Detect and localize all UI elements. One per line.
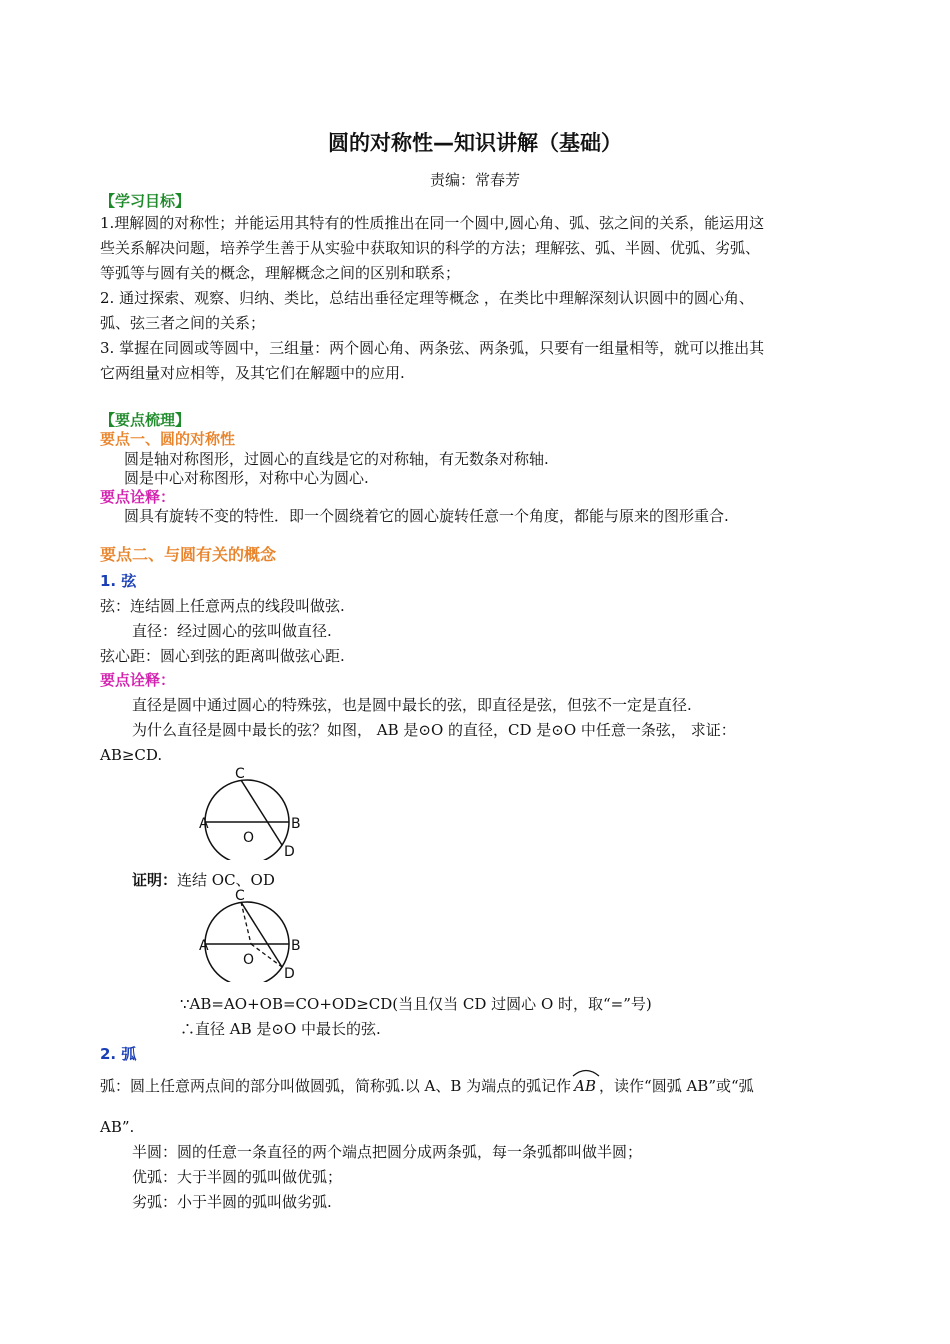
arc-def-cont: AB”. (100, 1118, 135, 1136)
chord-note: AB≥CD. (100, 746, 163, 764)
point1-line: 圆是轴对称图形，过圆心的直线是它的对称轴，有无数条对称轴. (124, 450, 549, 468)
arc-mark-icon (571, 1067, 601, 1077)
radius-oc (241, 902, 251, 944)
point1-note: 圆具有旋转不变的特性．即一个圆绕着它的圆心旋转任意一个角度，都能与原来的图形重合. (124, 507, 729, 525)
author-line: 责编：常春芳 (429, 171, 520, 189)
point1-note-heading: 要点诠释： (100, 488, 176, 506)
summary-heading: 【要点梳理】 (100, 411, 191, 429)
page-title: 圆的对称性—知识讲解（基础） (328, 131, 622, 155)
label-b: B (291, 816, 301, 832)
diameter-def: 直径：经过圆心的弦叫做直径. (132, 622, 332, 640)
point1-line: 圆是中心对称图形，对称中心为圆心. (124, 469, 369, 487)
proof-because: ∵AB=AO+OB=CO+OD≥CD(当且仅当 CD 过圆心 O 时，取“=”号) (180, 995, 652, 1013)
arc-def (100, 1076, 754, 1096)
circle-shape (205, 902, 289, 982)
label-a: A (199, 938, 209, 954)
goals-line: 等弧等与圆有关的概念，理解概念之间的区别和联系； (100, 264, 461, 282)
goals-line: 3. 掌握在同圆或等圆中，三组量：两个圆心角、两条弦、两条弧，只要有一组量相等，就可以推出其 (100, 339, 765, 357)
label-c: C (235, 888, 245, 904)
proof-therefore: ∴直径 AB 是⊙O 中最长的弦. (180, 1020, 381, 1038)
label-o: O (243, 830, 255, 846)
chord-distance-def: 弦心距：圆心到弦的距离叫做弦心距. (100, 647, 345, 665)
goals-line: 2. 通过探索、观察、归纳、类比，总结出垂径定理等概念 ，在类比中理解深刻认识圆中的圆心角、 (100, 289, 754, 307)
arc-notation (571, 1076, 599, 1096)
chord-note: 直径是圆中通过圆心的特殊弦，也是圆中最长的弦，即直径是弦，但弦不一定是直径. (132, 696, 692, 714)
circle-shape (205, 780, 289, 860)
point2-heading: 要点二、与圆有关的概念 (100, 545, 277, 564)
arc-symbol: AB (574, 1077, 597, 1095)
diagram-proof (195, 888, 310, 982)
proof-line (132, 870, 275, 890)
label-d: D (284, 844, 295, 860)
proof-label: 证明： (132, 871, 178, 889)
chord-note: 为什么直径是圆中最长的弦？如图， AB 是⊙O 的直径，CD 是⊙O 中任意一条弦， 求证： (132, 721, 736, 739)
radius-od (251, 944, 282, 967)
arc-heading: 2. 弧 (100, 1045, 137, 1063)
label-c: C (235, 766, 245, 782)
point1-heading: 要点一、圆的对称性 (100, 430, 236, 448)
arc-def-suffix: ，读作“圆弧 AB”或“弧 (599, 1077, 754, 1095)
goals-line: 它两组量对应相等，及其它们在解题中的应用. (100, 364, 405, 382)
chord-heading: 1. 弦 (100, 572, 137, 590)
major-arc-def: 优弧：大于半圆的弧叫做优弧； (132, 1168, 343, 1186)
diagram-chord (195, 766, 310, 860)
semicircle-def: 半圆：圆的任意一条直径的两个端点把圆分成两条弧，每一条弧都叫做半圆； (132, 1143, 643, 1161)
goals-line: 些关系解决问题，培养学生善于从实验中获取知识的科学的方法；理解弦、弧、半圆、优弧、劣弧、 (100, 239, 761, 257)
label-a: A (199, 816, 209, 832)
minor-arc-def: 劣弧：小于半圆的弧叫做劣弧. (132, 1193, 332, 1211)
arc-def-prefix: 弧：圆上任意两点间的部分叫做圆弧，简称弧.以 A、B 为端点的弧记作 (100, 1077, 572, 1095)
proof-text: 连结 OC、OD (177, 871, 275, 889)
chord-note-heading: 要点诠释： (100, 671, 176, 689)
label-b: B (291, 938, 301, 954)
chord-def: 弦：连结圆上任意两点的线段叫做弦. (100, 597, 345, 615)
goals-line: 1.理解圆的对称性；并能运用其特有的性质推出在同一个圆中,圆心角、弧、弦之间的关系，能运用这 (100, 214, 765, 232)
label-d: D (284, 966, 295, 982)
goals-line: 弧、弦三者之间的关系； (100, 314, 266, 332)
goals-heading: 【学习目标】 (100, 192, 191, 210)
label-o: O (243, 952, 255, 968)
